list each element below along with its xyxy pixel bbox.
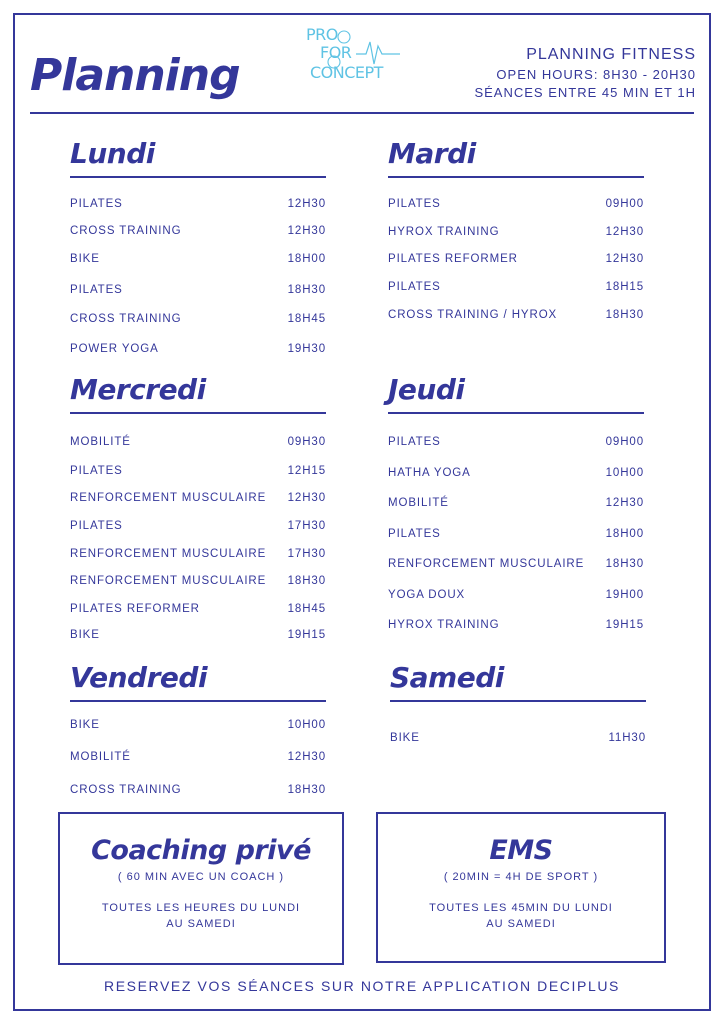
open-hours: OPEN HOURS: 8H30 - 20H30 xyxy=(496,67,696,82)
ems-box xyxy=(376,812,666,963)
ems-description xyxy=(378,900,664,932)
session-name: MOBILITÉ xyxy=(388,497,449,509)
session-time: 12H30 xyxy=(287,492,326,504)
session-time: 09H00 xyxy=(605,436,644,448)
session-time: 18H00 xyxy=(287,253,326,265)
session-name: PILATES xyxy=(388,198,441,210)
session-row xyxy=(388,617,644,633)
session-row xyxy=(388,526,644,542)
session-time: 12H30 xyxy=(287,225,326,237)
session-name: PILATES xyxy=(388,528,441,540)
session-name: PILATES REFORMER xyxy=(388,253,518,265)
header-divider xyxy=(30,112,694,114)
session-name: CROSS TRAINING / HYROX xyxy=(388,309,558,321)
session-row xyxy=(388,556,644,572)
day-divider xyxy=(390,700,646,702)
day-jeudi xyxy=(388,373,644,631)
session-time: 18H30 xyxy=(287,284,326,296)
day-samedi xyxy=(390,661,646,744)
session-row xyxy=(70,463,326,479)
day-divider xyxy=(388,412,644,414)
session-name: HATHA YOGA xyxy=(388,467,471,479)
ems-desc-line-2: AU SAMEDI xyxy=(486,918,556,930)
day-title: Lundi xyxy=(70,137,155,170)
session-time: 18H30 xyxy=(287,784,326,796)
session-time: 18H30 xyxy=(605,558,644,570)
session-row xyxy=(390,730,646,746)
session-row xyxy=(70,749,326,765)
session-name: PILATES REFORMER xyxy=(70,603,200,615)
session-row xyxy=(388,224,644,240)
session-row xyxy=(70,782,326,798)
session-name: PILATES xyxy=(388,281,441,293)
session-row xyxy=(70,311,326,327)
day-mercredi xyxy=(70,373,326,641)
session-name: YOGA DOUX xyxy=(388,589,466,601)
day-divider xyxy=(70,412,326,414)
session-name: RENFORCEMENT MUSCULAIRE xyxy=(70,575,267,587)
session-name: RENFORCEMENT MUSCULAIRE xyxy=(70,548,267,560)
session-row xyxy=(70,251,326,267)
day-title: Samedi xyxy=(390,661,504,694)
session-time: 11H30 xyxy=(608,732,646,744)
session-row xyxy=(70,627,326,643)
day-title: Mercredi xyxy=(70,373,206,406)
session-time: 09H30 xyxy=(287,436,326,448)
session-name: RENFORCEMENT MUSCULAIRE xyxy=(388,558,585,570)
coaching-title: Coaching privé xyxy=(91,835,311,866)
session-time: 12H30 xyxy=(605,253,644,265)
session-row xyxy=(388,251,644,267)
session-time: 10H00 xyxy=(605,467,644,479)
session-row xyxy=(388,434,644,450)
session-name: PILATES xyxy=(70,284,123,296)
session-row xyxy=(388,587,644,603)
session-time: 19H30 xyxy=(287,343,326,355)
session-row xyxy=(70,434,326,450)
session-time: 12H30 xyxy=(605,497,644,509)
session-name: PILATES xyxy=(70,198,123,210)
session-time: 18H15 xyxy=(605,281,644,293)
session-time: 17H30 xyxy=(287,548,326,560)
planning-info-title: PLANNING FITNESS xyxy=(526,46,696,63)
brand-line-3: CONCEPT xyxy=(310,63,383,82)
coaching-subtitle: ( 60 MIN AVEC UN COACH ) xyxy=(117,871,285,883)
session-row xyxy=(70,518,326,534)
session-time: 18H30 xyxy=(605,309,644,321)
session-name: CROSS TRAINING xyxy=(70,225,182,237)
day-mardi xyxy=(388,137,644,321)
coaching-description xyxy=(60,900,342,932)
planning-info xyxy=(456,44,696,102)
ems-title: EMS xyxy=(489,835,553,866)
ems-subtitle: ( 20MIN = 4H DE SPORT ) xyxy=(443,871,599,883)
session-name: CROSS TRAINING xyxy=(70,784,182,796)
session-row xyxy=(70,546,326,562)
session-time: 18H30 xyxy=(287,575,326,587)
session-time: 12H15 xyxy=(287,465,326,477)
coaching-desc-line-2: AU SAMEDI xyxy=(166,918,236,930)
coaching-desc-line-1: TOUTES LES HEURES DU LUNDI xyxy=(101,902,301,914)
session-row xyxy=(70,717,326,733)
session-time: 19H00 xyxy=(605,589,644,601)
page-title: Planning xyxy=(30,50,240,101)
session-name: MOBILITÉ xyxy=(70,751,131,763)
session-name: RENFORCEMENT MUSCULAIRE xyxy=(70,492,267,504)
footer-booking-note: RESERVEZ VOS SÉANCES SUR NOTRE APPLICATION DECIPLUS xyxy=(104,978,620,994)
session-time: 18H00 xyxy=(605,528,644,540)
session-row xyxy=(388,465,644,481)
session-name: POWER YOGA xyxy=(70,343,159,355)
session-row xyxy=(70,490,326,506)
session-time: 12H30 xyxy=(287,751,326,763)
ems-desc-line-1: TOUTES LES 45MIN DU LUNDI xyxy=(429,902,613,914)
session-time: 19H15 xyxy=(605,619,644,631)
day-title: Mardi xyxy=(388,137,476,170)
session-name: MOBILITÉ xyxy=(70,436,131,448)
session-row xyxy=(388,279,644,295)
session-name: PILATES xyxy=(70,465,123,477)
session-row xyxy=(70,282,326,298)
brand-line-1: PRO xyxy=(306,25,338,44)
session-time: 09H00 xyxy=(605,198,644,210)
day-divider xyxy=(388,176,644,178)
session-time: 18H45 xyxy=(287,313,326,325)
day-lundi xyxy=(70,137,326,355)
session-time: 12H30 xyxy=(287,198,326,210)
session-row xyxy=(70,223,326,239)
session-row xyxy=(70,196,326,212)
session-time: 12H30 xyxy=(605,226,644,238)
session-name: BIKE xyxy=(70,253,100,265)
session-time: 19H15 xyxy=(287,629,326,641)
brand-line-2: FOR xyxy=(320,43,352,62)
session-row xyxy=(388,196,644,212)
day-divider xyxy=(70,176,326,178)
session-row xyxy=(388,495,644,511)
session-name: HYROX TRAINING xyxy=(388,619,500,631)
day-title: Vendredi xyxy=(70,661,208,694)
session-row xyxy=(70,341,326,357)
session-name: HYROX TRAINING xyxy=(388,226,500,238)
session-time: 18H45 xyxy=(287,603,326,615)
session-time: 17H30 xyxy=(287,520,326,532)
session-row xyxy=(70,601,326,617)
session-name: PILATES xyxy=(388,436,441,448)
day-vendredi xyxy=(70,661,326,796)
coaching-prive-box xyxy=(58,812,344,965)
session-name: PILATES xyxy=(70,520,123,532)
session-name: BIKE xyxy=(70,719,100,731)
session-length: SÉANCES ENTRE 45 MIN ET 1H xyxy=(474,85,696,100)
session-row xyxy=(388,307,644,323)
session-time: 10H00 xyxy=(287,719,326,731)
session-name: CROSS TRAINING xyxy=(70,313,182,325)
day-title: Jeudi xyxy=(388,373,465,406)
session-name: BIKE xyxy=(390,732,420,744)
session-row xyxy=(70,573,326,589)
session-name: BIKE xyxy=(70,629,100,641)
day-divider xyxy=(70,700,326,702)
brand-logo xyxy=(304,24,424,90)
